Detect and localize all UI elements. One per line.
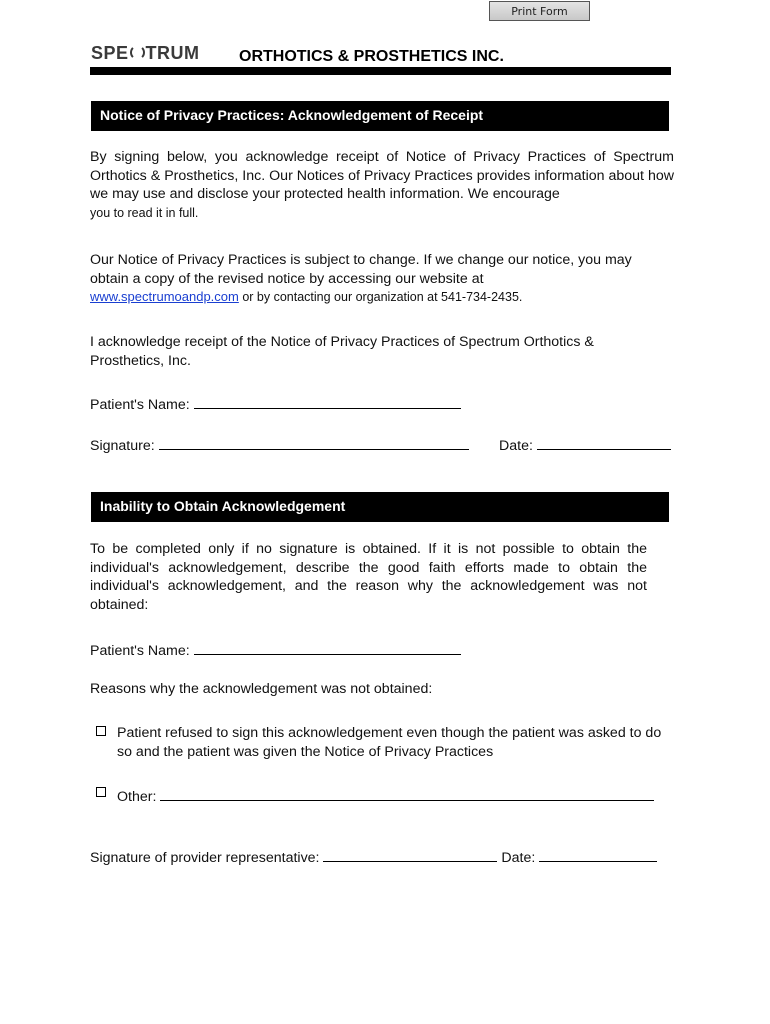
patient-name-row-1	[90, 394, 461, 413]
other-row	[117, 786, 654, 805]
reasons-label: Reasons why the acknowledgement was not obtained:	[90, 681, 433, 697]
other-label: Other:	[117, 789, 157, 805]
provider-signature-label: Signature of provider representative:	[90, 850, 320, 866]
acknowledge-receipt-statement: I acknowledge receipt of the Notice of Privacy Practices of Spectrum Orthotics & Prosthetics, Inc.	[90, 334, 594, 369]
date-row	[499, 435, 671, 454]
notice-change-paragraph: Our Notice of Privacy Practices is subject to change. If we change our notice, you may obtain a copy of the revised notice by accessing our website at www.spectrumoandp.com or by contacting our organization at 541-734-2435.	[90, 252, 632, 304]
signature-label: Signature:	[90, 438, 155, 454]
other-reason-field[interactable]	[160, 786, 654, 801]
section-acknowledgement-title: Notice of Privacy Practices: Acknowledgement of Receipt	[91, 101, 669, 131]
header-divider	[90, 67, 671, 75]
patient-name-label: Patient's Name:	[90, 397, 190, 413]
patient-name-field-2[interactable]	[194, 640, 461, 655]
provider-date-label: Date:	[501, 850, 536, 866]
signature-field[interactable]	[159, 435, 469, 450]
provider-date-field[interactable]	[539, 847, 657, 862]
company-name: ORTHOTICS & PROSTHETICS INC.	[239, 48, 504, 65]
patient-name-label-2: Patient's Name:	[90, 643, 190, 659]
website-link[interactable]: www.spectrumoandp.com	[90, 289, 239, 304]
other-checkbox[interactable]	[96, 787, 106, 797]
section-inability-title: Inability to Obtain Acknowledgement	[91, 492, 669, 522]
refused-option-text: Patient refused to sign this acknowledgement even though the patient was asked to do so and the patient was given the Notice of Privacy Practices	[117, 725, 662, 760]
inability-paragraph: To be completed only if no signature is obtained. If it is not possible to obtain the individual's acknowledgement, describe the good faith efforts made to obtain the individual's acknowledgement, and the reason why the acknowledgement was not obtained:	[90, 541, 647, 613]
signature-row	[90, 435, 469, 454]
date-label: Date:	[499, 438, 533, 454]
provider-signature-field[interactable]	[323, 847, 497, 862]
logo-c-mark-icon	[130, 45, 145, 60]
print-form-button[interactable]: Print Form	[489, 1, 590, 21]
provider-signature-row	[90, 847, 657, 866]
spectrum-logo: SPE TRUM	[91, 43, 200, 63]
intro-paragraph: By signing below, you acknowledge receipt of Notice of Privacy Practices of Spectrum Orthotics & Prosthetics, Inc. Our Notices of Privacy Practices provides information about how we may use and disclose your protected health information. We encourage you to read it in full.	[90, 149, 674, 220]
refused-checkbox[interactable]	[96, 726, 106, 736]
date-field[interactable]	[537, 435, 671, 450]
patient-name-field[interactable]	[194, 394, 461, 409]
patient-name-row-2	[90, 640, 461, 659]
